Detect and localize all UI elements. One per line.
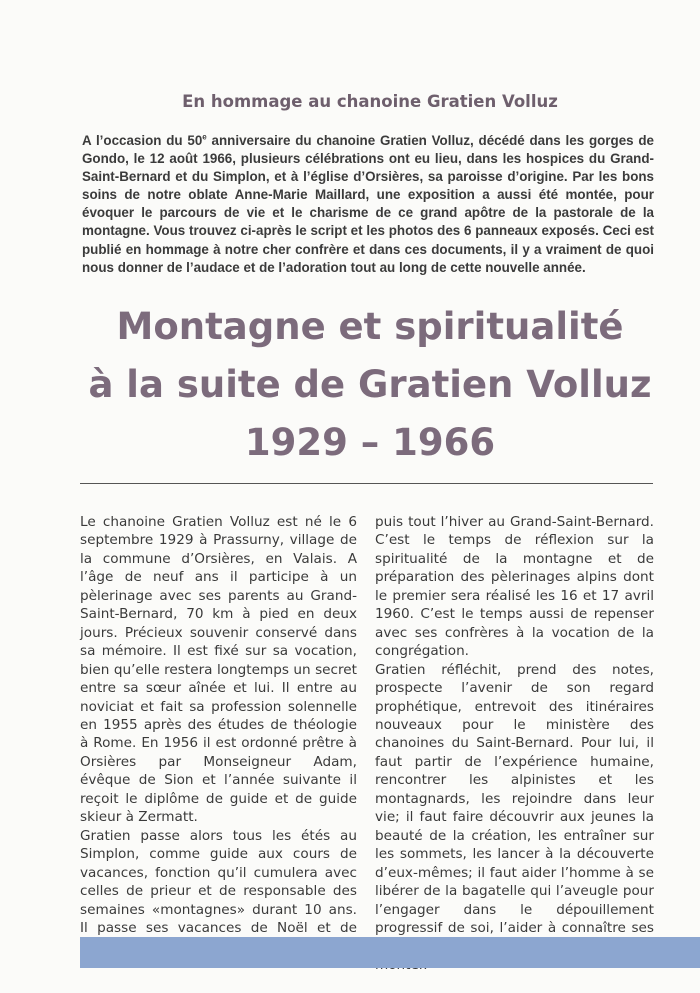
intro-text-rest: anniversaire du chanoine Gratien Volluz, décédé dans les gorges de Gondo, le 12 août 1966, plusieurs célébrations ont eu lieu, dans les hospices du Grand-Saint-Bernard et du Simplon, et à l’église d’Orsières, sa paroisse d’origine. Par les bons soins de notre oblate Anne-Marie Maillard, une exposition a aussi été montée, pour évoquer le parcours de vie et le charisme de ce grand apôtre de la pastorale de la montagne. Vous trouvez ci-après le script et les photos des 6 panneaux exposés. Ceci est publié en hommage à notre cher confrère et dans ces documents, il y a vraiment de quoi nous donner de l’audace et de l’adoration tout au long de cette nouvelle année. <box>82 133 655 275</box>
intro-text-start: A l’occasion du 50 <box>82 133 203 148</box>
body-column-right <box>375 513 654 974</box>
title-line-1: Montagne et spiritualité <box>116 305 624 348</box>
ordinal-superscript: e <box>202 132 207 142</box>
body-paragraph: Gratien réfléchit, prend des notes, prospecte l’avenir de son regard prophétique, entrevoit des itinéraires nouveaux pour le ministère des chanoines du Saint-Bernard. Pour lui, il faut partir de l’expérience humaine, rencontrer les alpinistes et les montagnards, les rejoindre dans leur vie; il faut faire découvrir aux jeunes la beauté de la création, les entraîner sur les sommets, les lancer à la découverte d’eux-mêmes; il faut aider l’homme à se libérer de la bagatelle qui l’aveugle pour l’engager dans le dépouillement progressif de soi, l’aider à connaître ses <box>375 661 654 936</box>
footer-color-band <box>80 937 700 968</box>
title-dates: 1929 – 1966 <box>244 421 496 464</box>
body-column-left <box>80 513 357 956</box>
body-paragraph: Gratien passe alors tous les étés au Simplon, comme guide aux cours de vacances, fonction qu’il cumulera avec celles de prieur et de responsable des semaines «montagnes» durant 10 ans. Il passe ses vacances de Noël et de <box>80 827 357 936</box>
body-paragraph: puis tout l’hiver au Grand-Saint-Bernard. C’est le temps de réflexion sur la spiritualité de la montagne et de préparation des pèlerinages alpins dont le premier sera réalisé les 16 et 17 avril 1960. C’est le temps aussi de repenser avec ses confrères à la vocation de la congrégation. <box>375 514 654 660</box>
intro-paragraph <box>82 132 654 277</box>
title-line-2: à la suite de Gratien Volluz <box>88 363 652 406</box>
horizontal-rule <box>80 483 653 484</box>
article-title <box>60 298 680 472</box>
body-paragraph: Le chanoine Gratien Volluz est né le 6 septembre 1929 à Prassurny, village de la commune d’Orsières, en Valais. A l’âge de neuf ans il participe à un pèlerinage avec ses parents au Grand-Saint-Bernard, 70 km à pied en deux jours. Précieux souvenir conservé dans sa mémoire. Il est fixé sur sa vocation, bien qu’elle restera longtemps un secret entre sa sœur aînée et lui. Il entre au noviciat et fait sa profession solennelle en 1955 après des études de théologie à Rome. En 1956 il est ordonné prêtre à Orsières par Monseigneur Adam, évêque de Sion et l’année suivante il reçoit le diplôme de guide et de guide skieur à Zermatt. <box>80 514 357 826</box>
intro-heading: En hommage au chanoine Gratien Volluz <box>182 92 558 111</box>
